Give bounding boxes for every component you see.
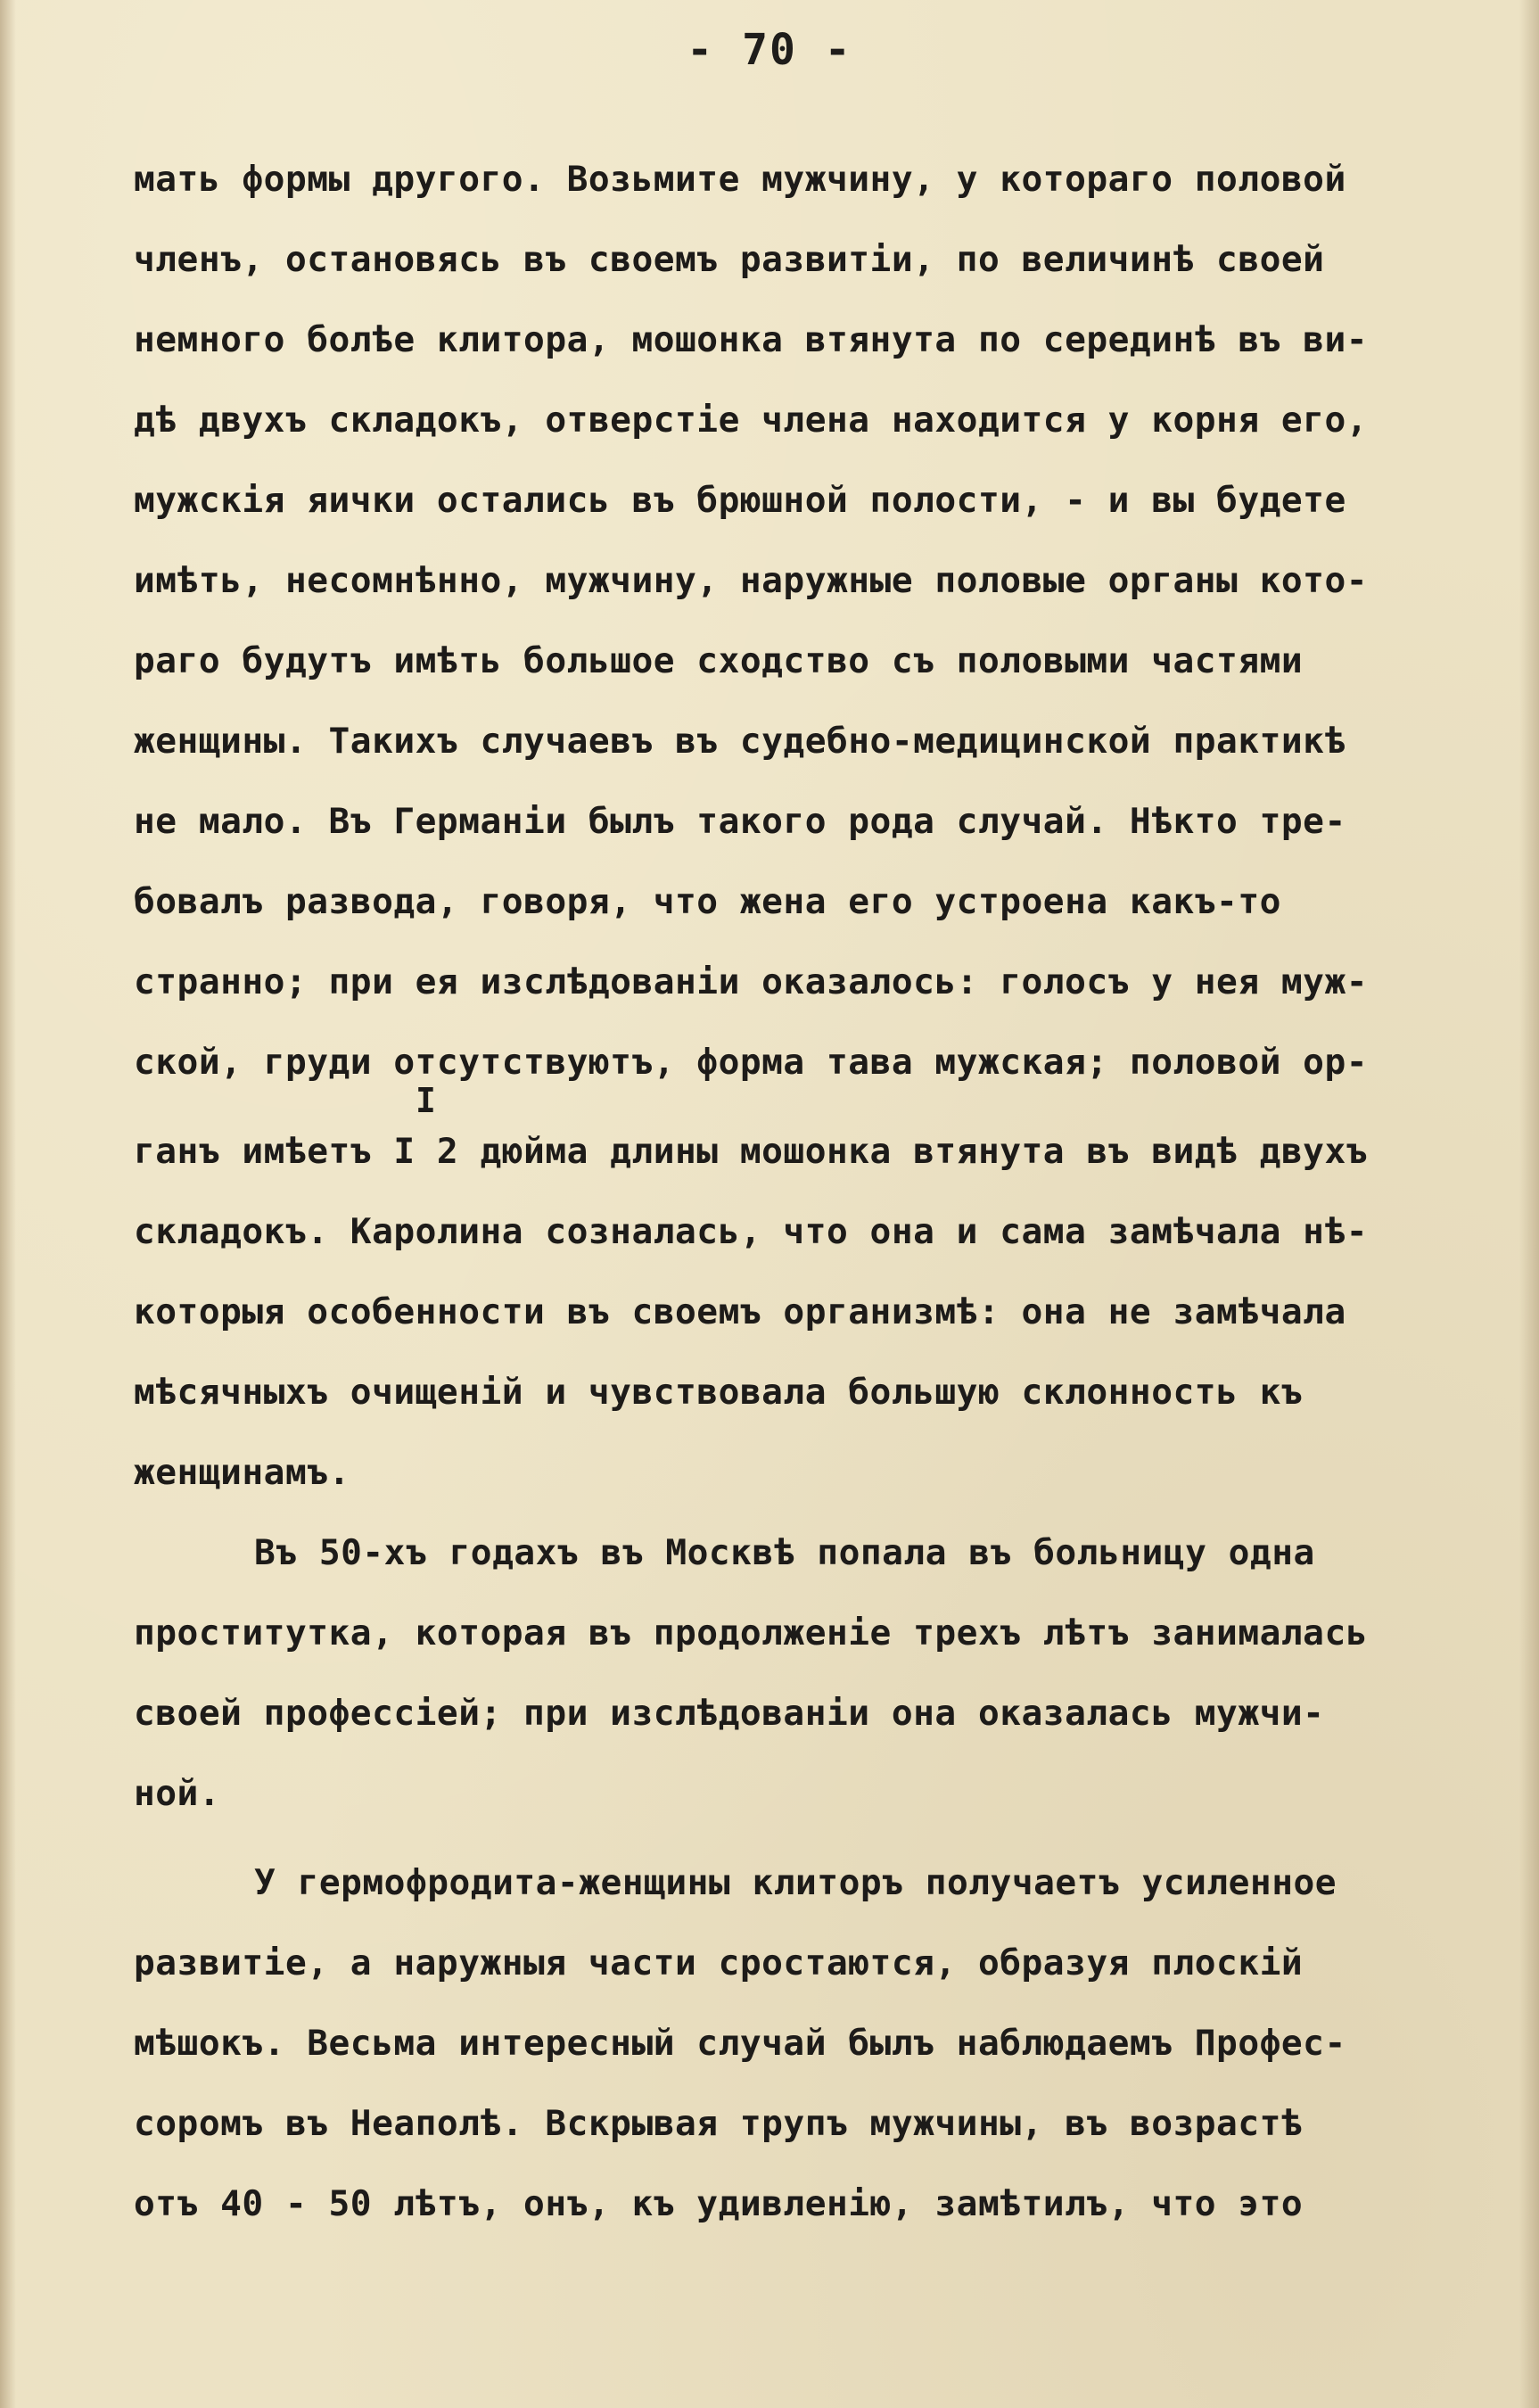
text-line: мужскiя яички остались въ брюшной полости, - и вы будете	[134, 480, 1346, 521]
inserted-mark: I	[416, 1081, 436, 1120]
page-edge-shadow	[1519, 0, 1539, 2408]
text-line: мѣсячныхъ очищенiй и чувствовала большую склонность къ	[134, 1372, 1304, 1413]
paragraph-first-line: У гермофродита-женщины клиторъ получаетъ усиленное	[254, 1862, 1337, 1903]
text-line: дѣ двухъ складокъ, отверстiе члена находится у корня его,	[134, 400, 1369, 441]
text-line: членъ, остановясь въ своемъ развитiи, по величинѣ своей	[134, 239, 1325, 280]
text-line: отъ 40 - 50 лѣтъ, онъ, къ удивленiю, замѣтилъ, что это	[134, 2183, 1304, 2224]
text-line: раго будутъ имѣть большое сходство съ половыми частями	[134, 640, 1304, 681]
text-line: странно; при ея изслѣдованiи оказалось: голосъ у нея муж-	[134, 961, 1369, 1002]
text-line: немного болѣе клитора, мошонка втянута по серединѣ въ ви-	[134, 319, 1369, 360]
text-line: соромъ въ Неаполѣ. Вскрывая трупъ мужчины, въ возрастѣ	[134, 2103, 1304, 2144]
text-line: проститутка, которая въ продолженiе трехъ лѣтъ занималась	[134, 1612, 1369, 1653]
text-line: своей профессiей; при изслѣдованiи она оказалась мужчи-	[134, 1693, 1325, 1734]
text-line: которыя особенности въ своемъ организмѣ: она не замѣчала	[134, 1291, 1346, 1332]
text-line: мать формы другого. Возьмите мужчину, у котораго половой	[134, 159, 1346, 200]
text-line: развитiе, а наружныя части сростаются, образуя плоскiй	[134, 1942, 1304, 1983]
text-line: имѣть, несомнѣнно, мужчину, наружные половые органы кото-	[134, 560, 1369, 601]
text-line: ской, груди отсутствуютъ, форма тава мужская; половой ор-	[134, 1042, 1369, 1083]
text-line: женщинамъ.	[134, 1452, 350, 1493]
text-line: складокъ. Каролина созналась, что она и сама замѣчала нѣ-	[134, 1211, 1369, 1252]
page-number: - 70 -	[687, 25, 852, 75]
text-line: ной.	[134, 1773, 221, 1814]
page-binding-shadow	[0, 0, 16, 2408]
text-line: бовалъ развода, говоря, что жена его устроена какъ-то	[134, 881, 1281, 922]
text-line: женщины. Такихъ случаевъ въ судебно-медицинской практикѣ	[134, 721, 1346, 762]
text-line: мѣшокъ. Весьма интересный случай былъ наблюдаемъ Профес-	[134, 2023, 1346, 2064]
paragraph-first-line: Въ 50-хъ годахъ въ Москвѣ попала въ больницу одна	[254, 1532, 1315, 1573]
text-line: ганъ имѣетъ I 2 дюйма длины мошонка втянута въ видѣ двухъ	[134, 1131, 1369, 1172]
text-line: не мало. Въ Германiи былъ такого рода случай. Нѣкто тре-	[134, 801, 1346, 842]
